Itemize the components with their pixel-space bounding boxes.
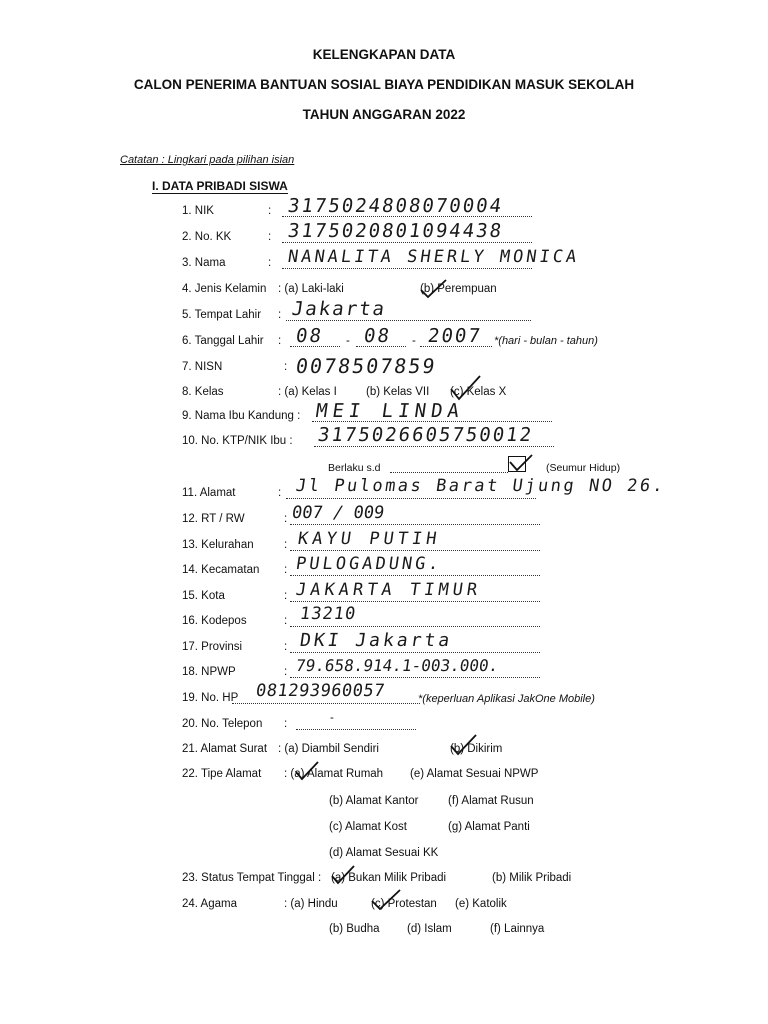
kecamatan-line [290,575,540,576]
seumur-hidup-label: (Seumur Hidup) [546,462,621,474]
status-option-b: (b) Milik Pribadi [492,872,572,884]
kk-label: 2. No. KK [182,231,232,243]
hp-value: 081293960057 [254,681,387,701]
rtrw-line [290,524,540,525]
kodepos-line [290,626,540,627]
ktp-ibu-label: 10. No. KTP/NIK Ibu : [182,435,293,447]
rtrw-colon: : [284,513,288,525]
tipe-alamat-label: 22. Tipe Alamat [182,768,262,780]
ktp-ibu-line [314,446,554,447]
checkmark-icon [448,733,478,757]
ibu-label: 9. Nama Ibu Kandung : [182,410,301,422]
tipe-alamat-option-a: : (a) Alamat Rumah [284,768,384,780]
nik-label: 1. NIK [182,205,214,217]
tgl-year: 2007 [426,325,484,347]
nisn-label: 7. NISN [182,361,223,373]
provinsi-colon: : [284,641,288,653]
nama-colon: : [268,257,272,269]
hp-line [232,703,420,704]
checkmark-icon [370,888,402,912]
tipe-alamat-option-g: (g) Alamat Panti [448,821,530,833]
form-subtitle: CALON PENERIMA BANTUAN SOSIAL BIAYA PENDIDIKAN MASUK SEKOLAH [133,77,635,92]
tgl-label: 6. Tanggal Lahir [182,335,264,347]
berlaku-label: Berlaku s.d [328,462,381,474]
alamat-colon: : [278,487,282,499]
kelas-option-a: : (a) Kelas I [278,386,337,398]
jk-option-b: (b) Perempuan [420,283,497,295]
status-label: 23. Status Tempat Tinggal : [182,872,322,884]
nama-value: NANALITA SHERLY MONICA [286,247,581,267]
nama-line [282,268,532,269]
nik-colon: : [268,205,272,217]
tgl-day: 08 [294,325,325,347]
kecamatan-colon: : [284,564,288,576]
tgl-hint: *(hari - bulan - tahun) [494,335,598,347]
kecamatan-label: 14. Kecamatan [182,564,260,576]
form-title: KELENGKAPAN DATA [312,47,456,62]
tgl-sep2: - [412,335,416,347]
tipe-alamat-option-e: (e) Alamat Sesuai NPWP [410,768,539,780]
telepon-colon: : [284,718,288,730]
kelas-option-b: (b) Kelas VII [366,386,430,398]
npwp-colon: : [284,666,288,678]
tipe-alamat-option-b: (b) Alamat Kantor [329,795,419,807]
tgl-colon: : [278,335,282,347]
kk-line [282,242,532,243]
alamat-surat-label: 21. Alamat Surat [182,743,268,755]
kodepos-value: 13210 [298,604,358,624]
tempat-value: Jakarta [290,298,388,320]
jk-label: 4. Jenis Kelamin [182,283,267,295]
kecamatan-value: PULOGADUNG. [294,554,443,574]
kelurahan-value: KAYU PUTIH [296,529,442,549]
hp-hint: *(keperluan Aplikasi JakOne Mobile) [418,693,595,705]
nisn-value: 0078507859 [294,354,439,378]
checkmark-icon [448,374,482,402]
tipe-alamat-option-d: (d) Alamat Sesuai KK [329,847,439,859]
kodepos-label: 16. Kodepos [182,615,247,627]
kodepos-colon: : [284,615,288,627]
telepon-label: 20. No. Telepon [182,718,263,730]
alamat-surat-option-b: (b) Dikirim [450,743,503,755]
kota-value: JAKARTA TIMUR [294,580,483,600]
alamat-line [286,498,536,499]
berlaku-line [390,472,508,473]
form-year: TAHUN ANGGARAN 2022 [302,107,466,122]
tempat-label: 5. Tempat Lahir [182,309,262,321]
kk-colon: : [268,231,272,243]
kelas-option-c: (c) Kelas X [450,386,507,398]
nama-label: 3. Nama [182,257,226,269]
provinsi-label: 17. Provinsi [182,641,243,653]
agama-option-c: (c) Protestan [371,898,437,910]
status-option-a: (a) Bukan Milik Pribadi [331,872,447,884]
provinsi-value: DKI Jakarta [298,630,454,651]
kelurahan-label: 13. Kelurahan [182,539,254,551]
jk-option-a: : (a) Laki-laki [278,283,344,295]
nisn-colon: : [284,361,288,373]
alamat-label: 11. Alamat [182,487,236,499]
hp-label: 19. No. HP [182,692,239,704]
ktp-ibu-value: 3175026605750012 [316,424,535,446]
agama-option-b: (b) Budha [329,923,380,935]
nik-value: 3175024808070004 [286,195,505,217]
kota-line [290,601,540,602]
agama-option-a: : (a) Hindu [284,898,338,910]
checkmark-icon [330,864,356,886]
kota-label: 15. Kota [182,590,225,602]
npwp-value: 79.658.914.1-003.000. [294,656,500,675]
agama-option-f: (f) Lainnya [490,923,545,935]
alamat-surat-option-a: : (a) Diambil Sendiri [278,743,379,755]
instruction-note: Catatan : Lingkari pada pilihan isian [120,154,295,166]
agama-option-d: (d) Islam [407,923,452,935]
tipe-alamat-option-f: (f) Alamat Rusun [448,795,534,807]
tempat-colon: : [278,309,282,321]
checkmark-icon [294,760,320,782]
kelurahan-line [290,550,540,551]
telepon-value: - [330,712,334,724]
tgl-sep1: - [346,335,350,347]
telepon-line [296,729,416,730]
checkmark-icon [508,454,534,474]
tgl-month: 08 [362,325,393,347]
kelurahan-colon: : [284,539,288,551]
ibu-value: MEI LINDA [314,400,466,422]
checkmark-icon [418,278,448,300]
kota-colon: : [284,590,288,602]
tipe-alamat-option-c: (c) Alamat Kost [329,821,407,833]
kk-value: 3175020801094438 [286,220,505,242]
rtrw-value: 007 / 009 [290,503,386,523]
rtrw-label: 12. RT / RW [182,513,245,525]
agama-option-e: (e) Katolik [455,898,507,910]
section-title: I. DATA PRIBADI SISWA [152,179,288,193]
npwp-line [290,677,540,678]
agama-label: 24. Agama [182,898,237,910]
kelas-label: 8. Kelas [182,386,224,398]
npwp-label: 18. NPWP [182,666,236,678]
provinsi-line [290,652,540,653]
tempat-line [286,320,531,321]
alamat-value: Jl Pulomas Barat Ujung NO 26. [294,476,667,496]
